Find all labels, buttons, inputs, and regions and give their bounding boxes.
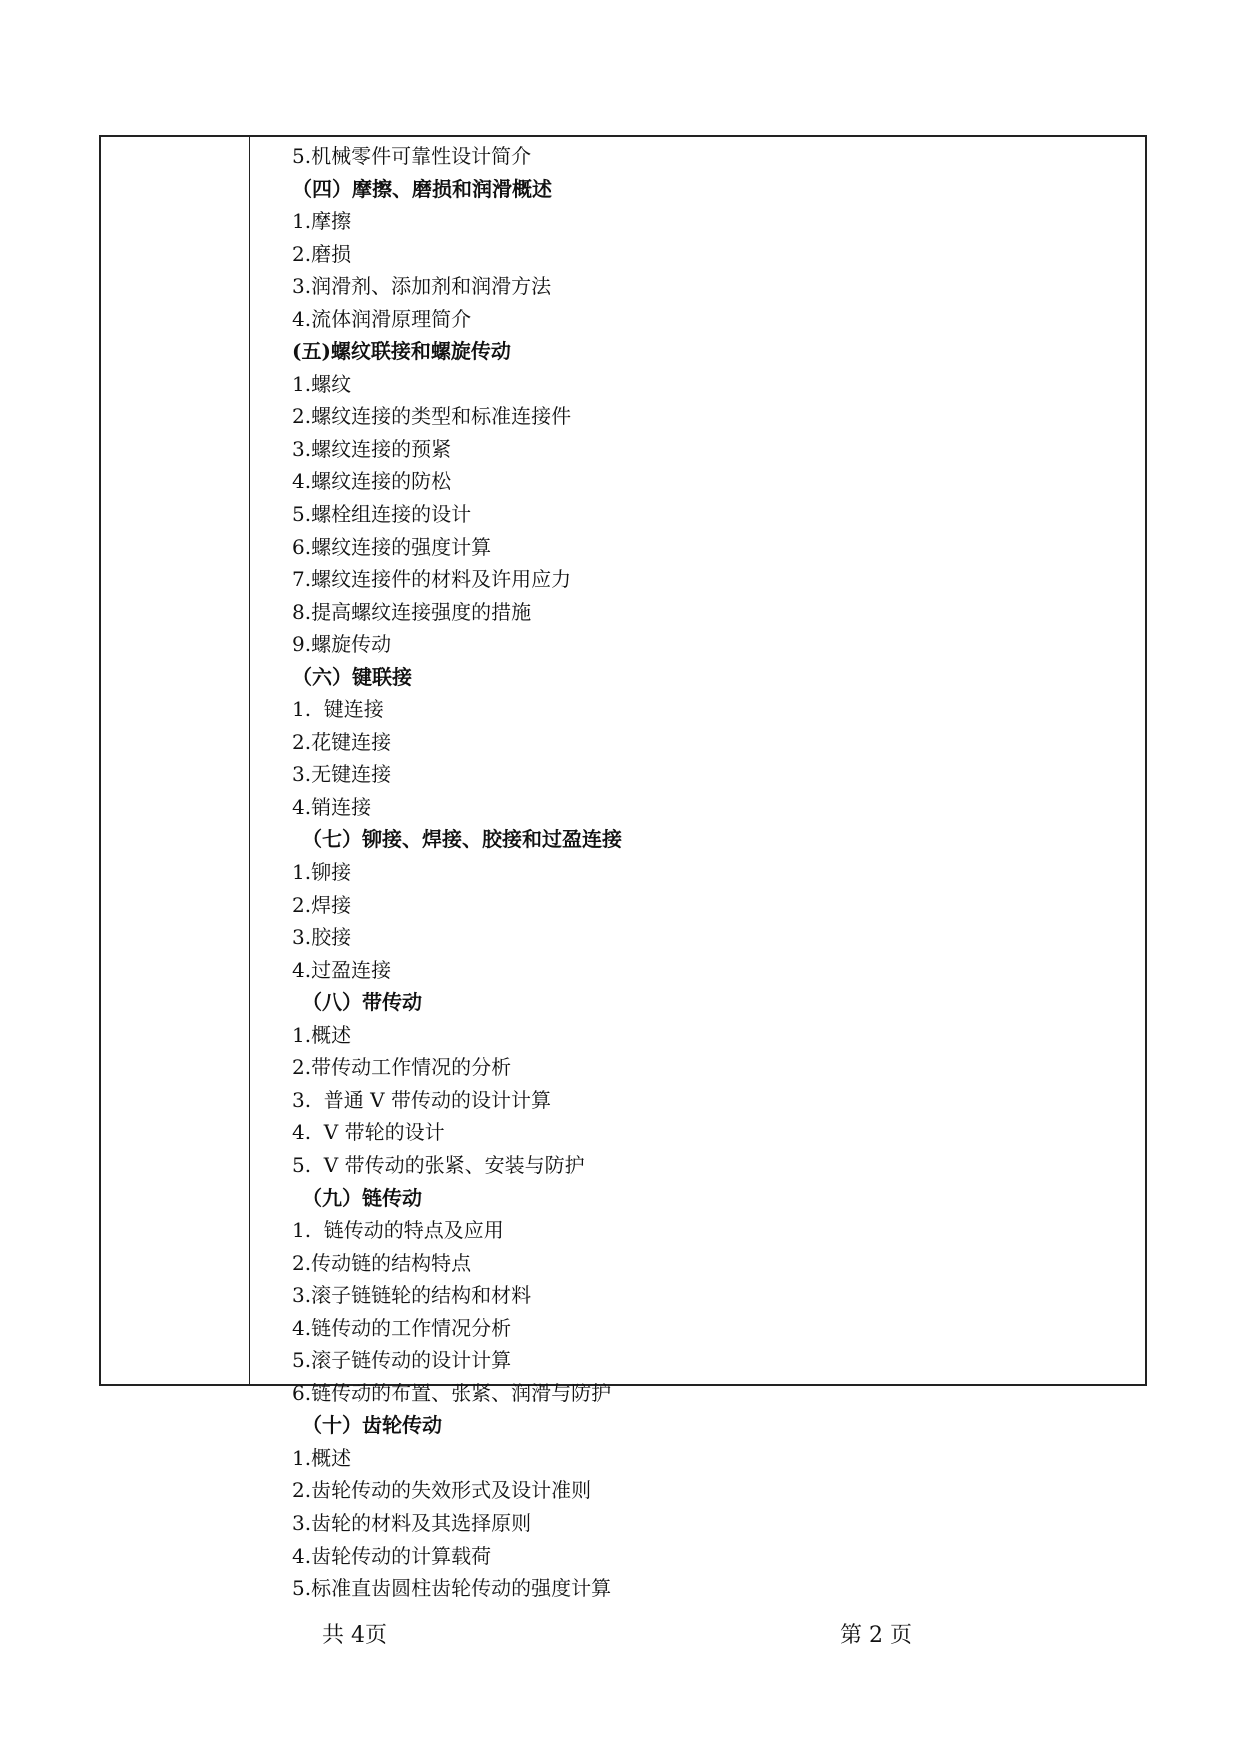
- section-heading: （十）齿轮传动: [302, 1413, 442, 1438]
- list-item: 3.螺纹连接的预紧: [292, 436, 452, 461]
- list-item: 2.传动链的结构特点: [292, 1250, 472, 1275]
- list-item: 2.焊接: [292, 892, 352, 917]
- list-item: 5.机械零件可靠性设计简介: [292, 144, 532, 168]
- list-item: 1.铆接: [292, 860, 352, 885]
- section-heading: （九）链传动: [302, 1185, 422, 1210]
- list-item: 6.链传动的布置、张紧、润滑与防护: [292, 1380, 612, 1405]
- list-item: 1.概述: [292, 1445, 352, 1470]
- list-item: 3. 普通 V 带传动的设计计算: [292, 1087, 551, 1112]
- list-item: 2.磨损: [292, 241, 352, 266]
- section-heading: （七）铆接、焊接、胶接和过盈连接: [302, 827, 622, 852]
- list-item: 5.螺栓组连接的设计: [292, 502, 472, 527]
- list-item: 2.花键连接: [292, 729, 392, 754]
- list-item: 3.齿轮的材料及其选择原则: [292, 1510, 532, 1535]
- list-item: 4.销连接: [292, 794, 372, 819]
- list-item: 3.无键连接: [292, 762, 392, 787]
- syllabus-table: [99, 135, 1147, 1601]
- list-item: 6.螺纹连接的强度计算: [292, 534, 492, 559]
- column-divider: [249, 137, 250, 1384]
- course-content-list: [292, 140, 622, 1605]
- list-item: 3.滚子链链轮的结构和材料: [292, 1283, 532, 1308]
- list-item: 9.螺旋传动: [292, 632, 392, 657]
- section-heading: （六）键联接: [292, 664, 412, 689]
- list-item: 5.标准直齿圆柱齿轮传动的强度计算: [292, 1576, 612, 1601]
- list-item: 4.螺纹连接的防松: [292, 469, 452, 494]
- page-number-label: 第 2 页: [840, 1623, 912, 1648]
- list-item: 3.胶接: [292, 925, 352, 950]
- list-item: 3.润滑剂、添加剂和润滑方法: [292, 274, 552, 299]
- list-item: 4.过盈连接: [292, 957, 392, 982]
- list-item: 2.带传动工作情况的分析: [292, 1055, 512, 1080]
- list-item: 4.链传动的工作情况分析: [292, 1315, 512, 1340]
- list-item: 1. 键连接: [292, 697, 384, 722]
- list-item: 1.螺纹: [292, 371, 352, 396]
- list-item: 5.滚子链传动的设计计算: [292, 1348, 512, 1373]
- section-heading: (五)螺纹联接和螺旋传动: [292, 339, 511, 364]
- total-pages-label: 共 4页: [322, 1623, 387, 1648]
- list-item: 4. V 带轮的设计: [292, 1120, 445, 1145]
- list-item: 4.齿轮传动的计算载荷: [292, 1543, 492, 1568]
- list-item: 2.齿轮传动的失效形式及设计准则: [292, 1478, 592, 1503]
- list-item: 8.提高螺纹连接强度的措施: [292, 599, 532, 624]
- list-item: 2.螺纹连接的类型和标准连接件: [292, 404, 572, 429]
- list-item: 4.流体润滑原理简介: [292, 306, 472, 331]
- section-heading: （八）带传动: [302, 990, 422, 1015]
- list-item: 1. 链传动的特点及应用: [292, 1218, 504, 1243]
- section-heading: （四）摩擦、磨损和润滑概述: [292, 176, 552, 201]
- list-item: 1.概述: [292, 1022, 352, 1047]
- list-item: 5. V 带传动的张紧、安装与防护: [292, 1152, 585, 1177]
- list-item: 7.螺纹连接件的材料及许用应力: [292, 567, 572, 592]
- list-item: 1.摩擦: [292, 209, 352, 234]
